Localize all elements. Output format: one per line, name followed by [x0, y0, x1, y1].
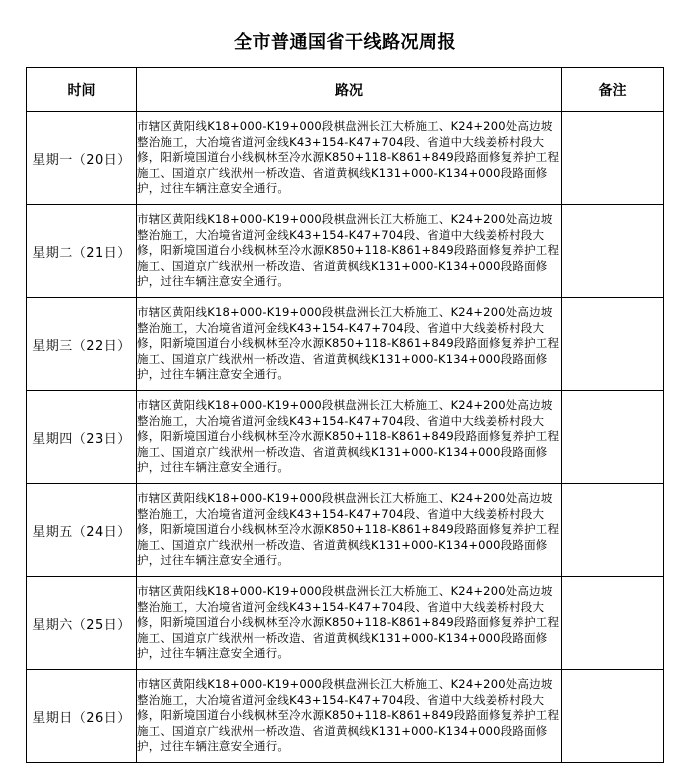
- table-row: [27, 391, 664, 484]
- status-cell: 市辖区黄阳线K18+000-K19+000段棋盘洲长江大桥施工、K24+200处高边坡整治施工，大冶境省道河金线K43+154-K47+704段、省道中大线姜桥村段大修，阳新境国道台小线枫林至冷水源K850+118-K861+849段路面修复养护工程施工、国道京广线洑州一桥改造、省道黄枫线K131+000-K134+000段路面修护，过往车辆注意安全通行。: [137, 577, 562, 670]
- status-cell: 市辖区黄阳线K18+000-K19+000段棋盘洲长江大桥施工、K24+200处高边坡整治施工，大冶境省道河金线K43+154-K47+704段、省道中大线姜桥村段大修，阳新境国道台小线枫林至冷水源K850+118-K861+849段路面修复养护工程施工、国道京广线洑州一桥改造、省道黄枫线K131+000-K134+000段路面修护，过往车辆注意安全通行。: [137, 391, 562, 484]
- note-cell: [562, 484, 664, 577]
- table-row: [27, 484, 664, 577]
- note-cell: [562, 205, 664, 298]
- day-cell: 星期日（26日）: [27, 670, 137, 763]
- status-cell: 市辖区黄阳线K18+000-K19+000段棋盘洲长江大桥施工、K24+200处高边坡整治施工，大冶境省道河金线K43+154-K47+704段、省道中大线姜桥村段大修，阳新境国道台小线枫林至冷水源K850+118-K861+849段路面修复养护工程施工、国道京广线洑州一桥改造、省道黄枫线K131+000-K134+000段路面修护，过往车辆注意安全通行。: [137, 112, 562, 205]
- header-time: 时间: [27, 68, 137, 112]
- table-row: [27, 670, 664, 763]
- status-cell: 市辖区黄阳线K18+000-K19+000段棋盘洲长江大桥施工、K24+200处高边坡整治施工，大冶境省道河金线K43+154-K47+704段、省道中大线姜桥村段大修，阳新境国道台小线枫林至冷水源K850+118-K861+849段路面修复养护工程施工、国道京广线洑州一桥改造、省道黄枫线K131+000-K134+000段路面修护，过往车辆注意安全通行。: [137, 670, 562, 763]
- table-row: [27, 298, 664, 391]
- table-header: [27, 68, 664, 112]
- header-status: 路况: [137, 68, 562, 112]
- table-row: [27, 112, 664, 205]
- note-cell: [562, 670, 664, 763]
- day-cell: 星期四（23日）: [27, 391, 137, 484]
- day-cell: 星期五（24日）: [27, 484, 137, 577]
- day-cell: 星期二（21日）: [27, 205, 137, 298]
- table-body: [27, 112, 664, 763]
- note-cell: [562, 391, 664, 484]
- road-status-table: [26, 67, 664, 763]
- header-note: 备注: [562, 68, 664, 112]
- day-cell: 星期一（20日）: [27, 112, 137, 205]
- note-cell: [562, 112, 664, 205]
- day-cell: 星期三（22日）: [27, 298, 137, 391]
- status-cell: 市辖区黄阳线K18+000-K19+000段棋盘洲长江大桥施工、K24+200处高边坡整治施工，大冶境省道河金线K43+154-K47+704段、省道中大线姜桥村段大修，阳新境国道台小线枫林至冷水源K850+118-K861+849段路面修复养护工程施工、国道京广线洑州一桥改造、省道黄枫线K131+000-K134+000段路面修护，过往车辆注意安全通行。: [137, 205, 562, 298]
- status-cell: 市辖区黄阳线K18+000-K19+000段棋盘洲长江大桥施工、K24+200处高边坡整治施工，大冶境省道河金线K43+154-K47+704段、省道中大线姜桥村段大修，阳新境国道台小线枫林至冷水源K850+118-K861+849段路面修复养护工程施工、国道京广线洑州一桥改造、省道黄枫线K131+000-K134+000段路面修护，过往车辆注意安全通行。: [137, 298, 562, 391]
- table-row: [27, 577, 664, 670]
- status-cell: 市辖区黄阳线K18+000-K19+000段棋盘洲长江大桥施工、K24+200处高边坡整治施工，大冶境省道河金线K43+154-K47+704段、省道中大线姜桥村段大修，阳新境国道台小线枫林至冷水源K850+118-K861+849段路面修复养护工程施工、国道京广线洑州一桥改造、省道黄枫线K131+000-K134+000段路面修护，过往车辆注意安全通行。: [137, 484, 562, 577]
- day-cell: 星期六（25日）: [27, 577, 137, 670]
- note-cell: [562, 577, 664, 670]
- header-row: [27, 68, 664, 112]
- note-cell: [562, 298, 664, 391]
- report-title: 全市普通国省干线路况周报: [234, 32, 456, 53]
- table-row: [27, 205, 664, 298]
